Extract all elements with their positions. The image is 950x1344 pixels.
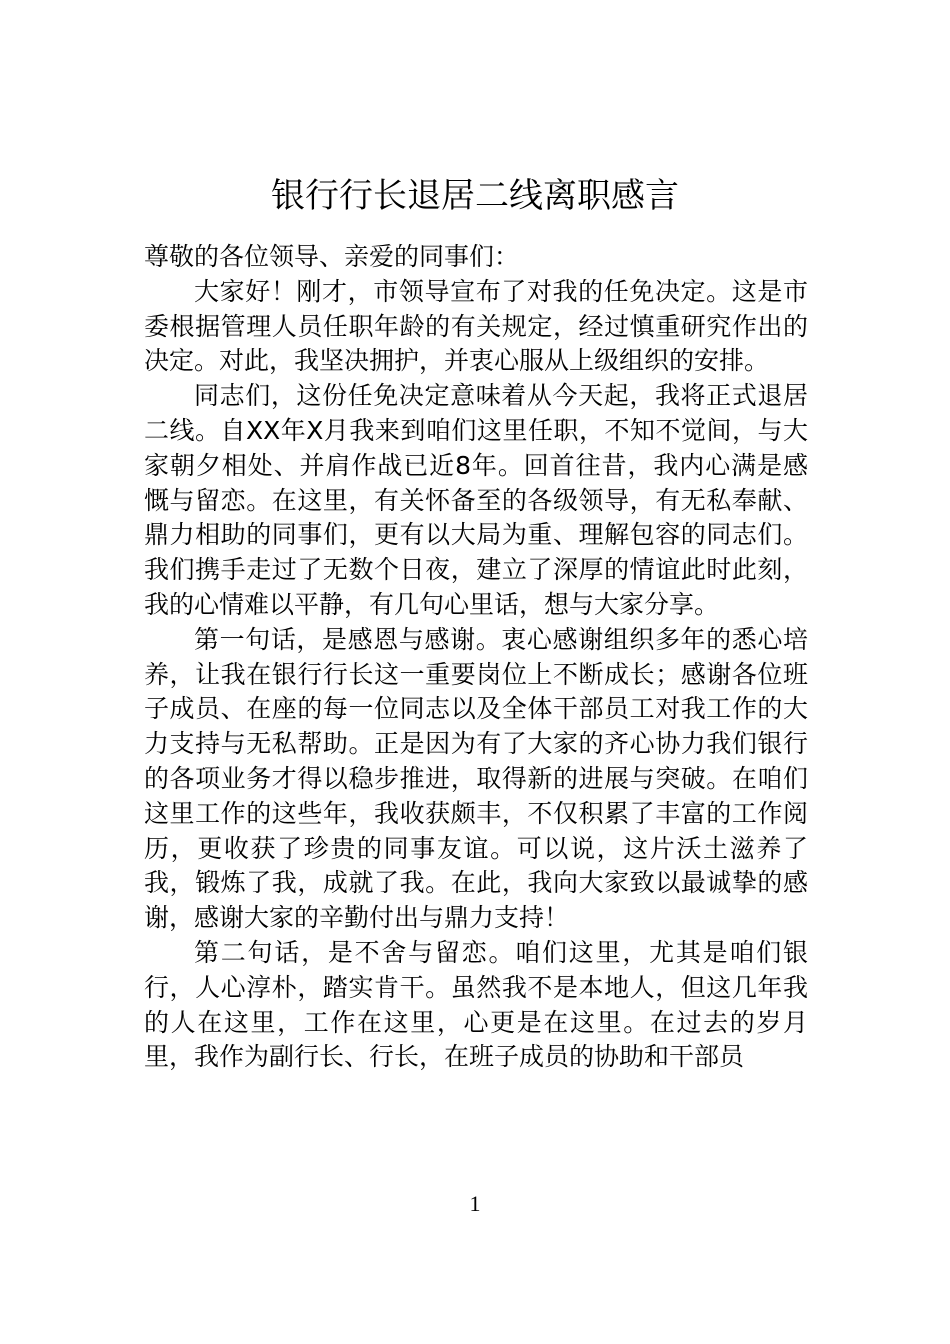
paragraph-1: 大家好！刚才，市领导宣布了对我的任免决定。这是市委根据管理人员任职年龄的有关规定，经过慎重研究作出的决定。对此，我坚决拥护，并衷心服从上级组织的安排。 xyxy=(144,276,808,376)
paragraph-3: 第一句话，是感恩与感谢。衷心感谢组织多年的悉心培养，让我在银行行长这一重要岗位上不断成长；感谢各位班子成员、在座的每一位同志以及全体干部员工对我工作的大力支持与无私帮助。正是因为有了大家的齐心协力我们银行的各项业务才得以稳步推进，取得新的进展与突破。在咱们这里工作的这些年，我收获颇丰，不仅积累了丰富的工作阅历，更收获了珍贵的同事友谊。可以说，这片沃土滋养了我，锻炼了我，成就了我。在此，我向大家致以最诚挚的感谢，感谢大家的辛勤付出与鼎力支持！ xyxy=(144,624,808,933)
salutation: 尊敬的各位领导、亲爱的同事们： xyxy=(144,242,520,271)
document-body xyxy=(144,240,808,1075)
paragraph-4: 第二句话，是不舍与留恋。咱们这里，尤其是咱们银行，人心淳朴，踏实肯干。虽然我不是本地人，但这几年我的人在这里，工作在这里，心更是在这里。在过去的岁月里，我作为副行长、行长，在班子成员的协助和干部员 xyxy=(144,937,808,1072)
paragraph-2: 同志们，这份任免决定意味着从今天起，我将正式退居二线。自XX年X月我来到咱们这里任职，不知不觉间，与大家朝夕相处、并肩作战已近8年。回首往昔，我内心满是感慨与留恋。在这里，有关怀备至的各级领导，有无私奉献、鼎力相助的同事们，更有以大局为重、理解包容的同志们。我们携手走过了无数个日夜，建立了深厚的情谊此时此刻，我的心情难以平静，有几句心里话，想与大家分享。 xyxy=(144,381,808,619)
document-title: 银行行长退居二线离职感言 xyxy=(271,176,679,216)
page-number: 1 xyxy=(469,1191,481,1216)
